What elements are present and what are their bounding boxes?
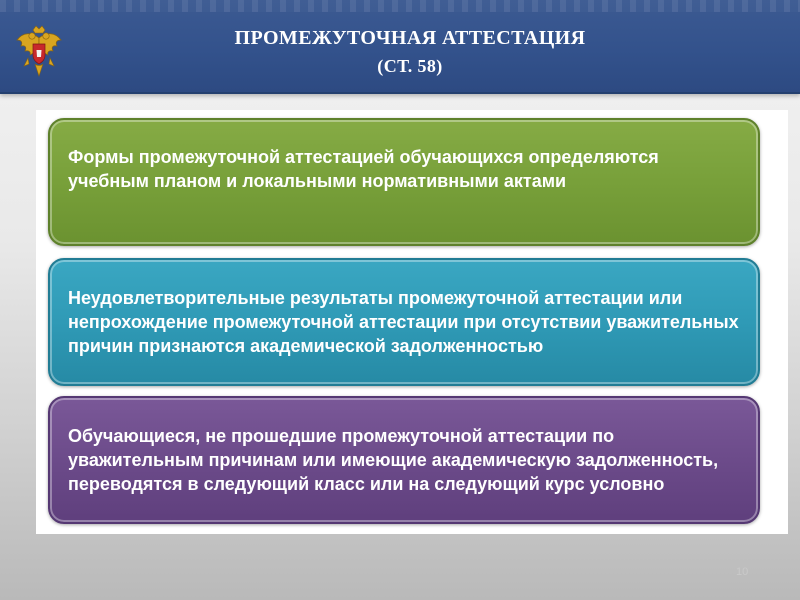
double-headed-eagle-icon	[14, 24, 64, 80]
slide-header	[0, 0, 800, 94]
header-decor-stripe	[0, 0, 800, 12]
info-block-text: Обучающиеся, не прошедшие промежуточной аттестации по уважительным причинам или имеющие академическую задолженность, переводятся в следующий класс или на следующий курс условно	[68, 426, 719, 494]
info-block-conditional-transfer	[48, 396, 760, 524]
slide-title-article: (СТ. 58)	[377, 56, 443, 76]
info-block-debt	[48, 258, 760, 386]
info-block-forms	[48, 118, 760, 246]
slide-number: 10	[736, 566, 749, 578]
slide-title	[120, 24, 700, 80]
info-block-text: Неудовлетворительные результаты промежуточной аттестации или непрохождение промежуточной аттестации при отсутствии уважительных причин признаются академической задолженностью	[68, 288, 739, 356]
info-block-text: Формы промежуточной аттестацией обучающихся определяются учебным планом и локальными нормативными актами	[68, 147, 659, 191]
slide-title-main: ПРОМЕЖУТОЧНАЯ АТТЕСТАЦИЯ	[234, 27, 586, 49]
content-panel	[36, 110, 788, 534]
